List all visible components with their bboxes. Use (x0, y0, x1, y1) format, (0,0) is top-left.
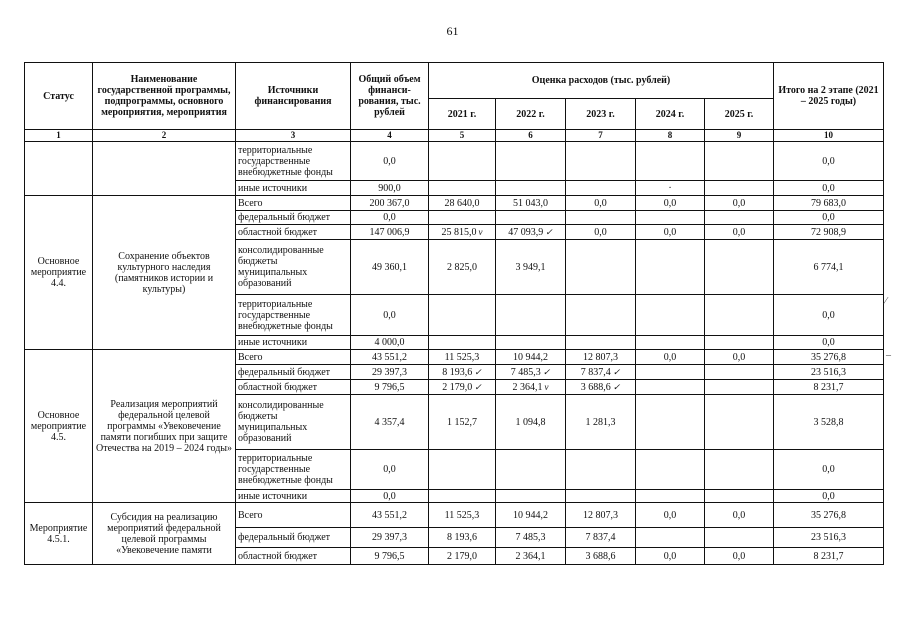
year-cell-2022 (496, 503, 566, 528)
table-row (25, 142, 884, 181)
total-cell: 0,0 (351, 490, 429, 503)
cell-value: 28 640,0 (444, 197, 480, 209)
cell-value: 0,0 (732, 351, 746, 363)
check-mark-icon: ✓ (474, 366, 482, 377)
year-cell-2025 (705, 350, 774, 365)
stage-total-cell: 35 276,8 (774, 350, 884, 365)
year-cell-2021 (429, 380, 496, 395)
source-cell: областной бюджет (236, 548, 351, 565)
table-row (25, 196, 884, 211)
cell-value: 8 193,6 (442, 366, 473, 378)
source-cell: федеральный бюджет (236, 365, 351, 380)
stage-total-cell: 3 528,8 (774, 395, 884, 450)
year-cell-2021 (429, 336, 496, 350)
year-cell-2025 (705, 196, 774, 211)
year-cell-2021 (429, 503, 496, 528)
year-cell-2021 (429, 142, 496, 181)
cell-value: 3 949,1 (515, 261, 546, 273)
header-stage-total: Итого на 2 этапе (2021 – 2025 годы) (774, 63, 884, 130)
status-cell: Основное мероприятие 4.5. (25, 350, 93, 503)
year-cell-2021 (429, 211, 496, 225)
cell-value: · (668, 182, 672, 194)
check-mark-icon: v (544, 381, 549, 392)
year-cell-2025 (705, 490, 774, 503)
stage-total-cell: 8 231,7 (774, 380, 884, 395)
year-cell-2025 (705, 395, 774, 450)
cell-value: 25 815,0 (441, 226, 477, 238)
cell-value: 10 944,2 (513, 509, 548, 521)
cell-value: 0,0 (594, 197, 607, 209)
status-cell (25, 142, 93, 196)
year-cell-2022 (496, 490, 566, 503)
table-header (25, 63, 884, 142)
column-number: 3 (236, 130, 351, 142)
year-cell-2022 (496, 196, 566, 211)
source-cell: иные источники (236, 181, 351, 196)
table-body (25, 142, 884, 565)
budget-table (24, 62, 884, 565)
year-cell-2024 (636, 395, 705, 450)
year-cell-2021 (429, 196, 496, 211)
year-cell-2022 (496, 365, 566, 380)
year-cell-2023 (566, 548, 636, 565)
year-cell-2021 (429, 395, 496, 450)
year-cell-2023 (566, 181, 636, 196)
year-cell-2025 (705, 548, 774, 565)
source-cell: Всего (236, 196, 351, 211)
year-cell-2023 (566, 395, 636, 450)
source-cell: консолидированные бюджеты муниципальных образований (236, 395, 351, 450)
year-cell-2023 (566, 450, 636, 490)
year-cell-2021 (429, 450, 496, 490)
total-cell: 147 006,9 (351, 225, 429, 240)
name-cell: Субсидия на реализацию мероприятий федеральной целевой программы «Увековечение памяти (93, 503, 236, 565)
year-cell-2023 (566, 142, 636, 181)
year-cell-2023 (566, 211, 636, 225)
header-sources: Источники финансирования (236, 63, 351, 130)
cell-value: 0,0 (663, 351, 677, 363)
year-cell-2022 (496, 142, 566, 181)
header-status: Статус (25, 63, 93, 130)
total-cell: 0,0 (351, 450, 429, 490)
total-cell: 43 551,2 (351, 503, 429, 528)
name-cell (93, 142, 236, 196)
header-year-2023: 2023 г. (566, 99, 636, 130)
year-cell-2024 (636, 211, 705, 225)
column-number: 9 (705, 130, 774, 142)
column-number: 4 (351, 130, 429, 142)
cell-value: 0,0 (594, 226, 607, 238)
year-cell-2024 (636, 240, 705, 295)
column-number: 7 (566, 130, 636, 142)
column-number: 1 (25, 130, 93, 142)
source-cell: Всего (236, 503, 351, 528)
cell-value: 12 807,3 (583, 351, 618, 363)
year-cell-2024 (636, 336, 705, 350)
cell-value: 0,0 (663, 226, 677, 238)
stage-total-cell: 23 516,3 (774, 365, 884, 380)
cell-value: 10 944,2 (513, 351, 548, 363)
cell-value: 2 364,1 (515, 550, 546, 562)
total-cell: 900,0 (351, 181, 429, 196)
cell-value: 3 688,6 (585, 550, 616, 562)
status-cell: Основное мероприятие 4.4. (25, 196, 93, 350)
table-row (25, 503, 884, 528)
year-cell-2025 (705, 528, 774, 548)
cell-value: 1 094,8 (515, 416, 546, 428)
source-cell: территориальные государственные внебюджетные фонды (236, 142, 351, 181)
source-cell: областной бюджет (236, 380, 351, 395)
year-cell-2021 (429, 240, 496, 295)
cell-value: 11 525,3 (444, 351, 480, 363)
year-cell-2023 (566, 336, 636, 350)
cell-value: 8 193,6 (447, 532, 477, 543)
year-cell-2023 (566, 295, 636, 336)
source-cell: консолидированные бюджеты муниципальных образований (236, 240, 351, 295)
cell-value: 51 043,0 (513, 197, 548, 209)
stage-total-cell: 8 231,7 (774, 548, 884, 565)
header-year-2021: 2021 г. (429, 99, 496, 130)
source-cell: иные источники (236, 336, 351, 350)
header-name: Наименование государственной программы, подпрограммы, основного мероприятия, мероприятия (93, 63, 236, 130)
year-cell-2021 (429, 548, 496, 565)
cell-value: 0,0 (732, 226, 746, 238)
stage-total-cell: 0,0 (774, 490, 884, 503)
year-cell-2024 (636, 350, 705, 365)
total-cell: 49 360,1 (351, 240, 429, 295)
total-cell: 29 397,3 (351, 528, 429, 548)
check-mark-icon: ✓ (612, 366, 621, 377)
year-cell-2022 (496, 380, 566, 395)
source-cell: федеральный бюджет (236, 211, 351, 225)
year-cell-2023 (566, 240, 636, 295)
source-cell: областной бюджет (236, 225, 351, 240)
cell-value: 1 152,7 (447, 416, 477, 428)
year-cell-2022 (496, 395, 566, 450)
cell-value: 2 179,0 (442, 381, 473, 393)
year-cell-2021 (429, 181, 496, 196)
stage-total-cell: 0,0 (774, 450, 884, 490)
cell-value: 7 485,3 (515, 532, 546, 543)
year-cell-2022 (496, 528, 566, 548)
year-cell-2022 (496, 450, 566, 490)
year-cell-2023 (566, 380, 636, 395)
source-cell: федеральный бюджет (236, 528, 351, 548)
stage-total-cell: 23 516,3 (774, 528, 884, 548)
year-cell-2025 (705, 181, 774, 196)
year-cell-2025 (705, 450, 774, 490)
status-cell: Мероприятие 4.5.1. (25, 503, 93, 565)
check-mark-icon: ✓ (542, 366, 551, 377)
stage-total-cell: 0,0 (774, 181, 884, 196)
check-mark-icon: ✓ (474, 381, 482, 392)
table-row (25, 350, 884, 365)
year-cell-2025 (705, 365, 774, 380)
year-cell-2023 (566, 225, 636, 240)
year-cell-2025 (705, 503, 774, 528)
column-number: 5 (429, 130, 496, 142)
stage-total-cell: 72 908,9 (774, 225, 884, 240)
year-cell-2021 (429, 350, 496, 365)
year-cell-2023 (566, 528, 636, 548)
year-cell-2025 (705, 240, 774, 295)
header-total-volume: Общий объем финанси-рования, тыс. рублей (351, 63, 429, 130)
cell-value: 3 688,6 (580, 381, 611, 393)
header-year-2025: 2025 г. (705, 99, 774, 130)
column-number: 6 (496, 130, 566, 142)
year-cell-2023 (566, 350, 636, 365)
year-cell-2024 (636, 365, 705, 380)
year-cell-2024 (636, 380, 705, 395)
total-cell: 0,0 (351, 211, 429, 225)
cell-value: 0,0 (732, 197, 746, 209)
total-cell: 0,0 (351, 295, 429, 336)
name-cell: Сохранение объектов культурного наследия (памятников истории и культуры) (93, 196, 236, 350)
column-number: 2 (93, 130, 236, 142)
year-cell-2025 (705, 142, 774, 181)
header-year-2022: 2022 г. (496, 99, 566, 130)
year-cell-2024 (636, 196, 705, 211)
year-cell-2022 (496, 548, 566, 565)
year-cell-2021 (429, 528, 496, 548)
stage-total-cell: 79 683,0 (774, 196, 884, 211)
year-cell-2024 (636, 225, 705, 240)
margin-mark: – (886, 350, 891, 361)
column-number-row (25, 130, 884, 142)
page-number: 61 (446, 24, 459, 38)
year-cell-2021 (429, 365, 496, 380)
total-cell: 9 796,5 (351, 380, 429, 395)
source-cell: территориальные государственные внебюджетные фонды (236, 450, 351, 490)
total-cell: 9 796,5 (351, 548, 429, 565)
year-cell-2024 (636, 450, 705, 490)
year-cell-2025 (705, 336, 774, 350)
cell-value: 7 837,4 (580, 366, 611, 378)
cell-value: 0,0 (663, 550, 677, 562)
total-cell: 4 357,4 (351, 395, 429, 450)
year-cell-2024 (636, 528, 705, 548)
year-cell-2023 (566, 196, 636, 211)
check-mark-icon: ✓ (545, 226, 553, 237)
year-cell-2023 (566, 490, 636, 503)
stage-total-cell: 0,0 (774, 336, 884, 350)
year-cell-2024 (636, 142, 705, 181)
year-cell-2024 (636, 181, 705, 196)
year-cell-2022 (496, 240, 566, 295)
source-cell: территориальные государственные внебюджетные фонды (236, 295, 351, 336)
total-cell: 200 367,0 (351, 196, 429, 211)
column-number: 8 (636, 130, 705, 142)
margin-mark: ⁄ (885, 296, 887, 307)
year-cell-2022 (496, 295, 566, 336)
year-cell-2022 (496, 225, 566, 240)
header-estimate: Оценка расходов (тыс. рублей) (429, 63, 774, 99)
check-mark-icon: v (478, 226, 483, 237)
cell-value: 2 179,0 (447, 550, 477, 562)
year-cell-2024 (636, 548, 705, 565)
year-cell-2024 (636, 295, 705, 336)
year-cell-2021 (429, 225, 496, 240)
total-cell: 43 551,2 (351, 350, 429, 365)
cell-value: 0,0 (663, 509, 677, 521)
year-cell-2021 (429, 490, 496, 503)
year-cell-2022 (496, 181, 566, 196)
year-cell-2024 (636, 503, 705, 528)
cell-value: 11 525,3 (444, 509, 480, 521)
cell-value: 2 825,0 (447, 261, 477, 273)
total-cell: 0,0 (351, 142, 429, 181)
stage-total-cell: 35 276,8 (774, 503, 884, 528)
stage-total-cell: 0,0 (774, 295, 884, 336)
year-cell-2022 (496, 211, 566, 225)
stage-total-cell: 6 774,1 (774, 240, 884, 295)
cell-value: 12 807,3 (583, 509, 618, 521)
cell-value: 0,0 (663, 197, 677, 209)
year-cell-2024 (636, 490, 705, 503)
year-cell-2021 (429, 295, 496, 336)
cell-value: 0,0 (732, 550, 746, 562)
year-cell-2022 (496, 350, 566, 365)
cell-value: 2 364,1 (512, 381, 543, 393)
column-number: 10 (774, 130, 884, 142)
source-cell: Всего (236, 350, 351, 365)
header-year-2024: 2024 г. (636, 99, 705, 130)
cell-value: 47 093,9 (508, 226, 544, 238)
cell-value: 1 281,3 (585, 416, 616, 428)
year-cell-2023 (566, 365, 636, 380)
year-cell-2025 (705, 295, 774, 336)
name-cell: Реализация мероприятий федеральной целевой программы «Увековечение памяти погибших при защите Отечества на 2019 – 2024 годы» (93, 350, 236, 503)
cell-value: 0,0 (732, 509, 746, 521)
year-cell-2025 (705, 211, 774, 225)
year-cell-2022 (496, 336, 566, 350)
cell-value: 7 485,3 (510, 366, 541, 378)
check-mark-icon: ✓ (612, 381, 621, 392)
year-cell-2025 (705, 225, 774, 240)
stage-total-cell: 0,0 (774, 142, 884, 181)
total-cell: 29 397,3 (351, 365, 429, 380)
total-cell: 4 000,0 (351, 336, 429, 350)
cell-value: 7 837,4 (585, 532, 616, 543)
year-cell-2023 (566, 503, 636, 528)
year-cell-2025 (705, 380, 774, 395)
source-cell: иные источники (236, 490, 351, 503)
stage-total-cell: 0,0 (774, 211, 884, 225)
